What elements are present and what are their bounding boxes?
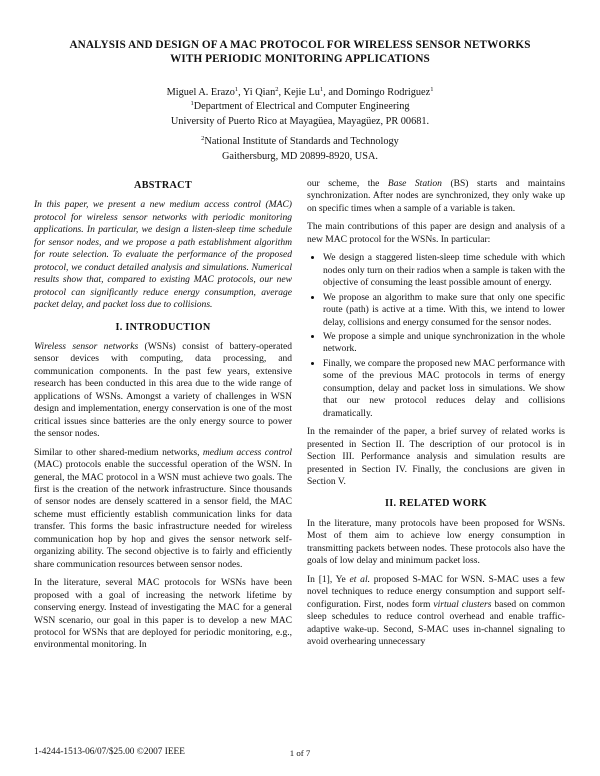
- author-name: , and Domingo Rodriguez: [323, 87, 431, 98]
- list-item: • We design a staggered listen-sleep time schedule with which nodes only turn on their radios when a sample is taken with the objective of consuming the least possible amount of energy.: [323, 252, 565, 289]
- affiliation-mark: 2: [201, 135, 205, 142]
- intro-term-mac: medium access control: [202, 446, 292, 458]
- author-affil-mark: 1: [319, 86, 324, 93]
- author-affil-mark: 2: [275, 86, 279, 93]
- affiliation-mark: 1: [190, 100, 194, 107]
- intro-paragraph-5: The main contributions of this paper are design and analysis of a new MAC protocol for the WSNs. In particular:: [307, 221, 565, 245]
- list-item: • Finally, we compare the proposed new MAC performance with some of the previous MAC protocols in terms of energy consumption, delay and packet loss in simulations. We show that our new protocol reduces delay and collisions dramatically.: [323, 358, 565, 420]
- affiliation-1: [40, 100, 560, 129]
- intro-paragraph-2-text: (MAC) protocols enable the successful operation of the WSN. In general, the MAC protocol in a WSN must achieve two goals. The first is the creation of the network infrastructure. Since thousands of sensor nodes are densely scattered in a sensor field, the MAC scheme must efficiently establish communication links for data transfer. This forms the basic infrastructure needed for wireless communication hop by hop and gives the sensor network self-organizing ability. The second objective is to fairly and efficiently share communication resources between sensor nodes.: [34, 459, 292, 570]
- contributions-list: [307, 252, 565, 420]
- abstract-heading: ABSTRACT: [134, 180, 192, 191]
- title-line-2: WITH PERIODIC MONITORING APPLICATIONS: [170, 53, 430, 65]
- related-term-et-al: et al.: [349, 573, 370, 585]
- author-name: , Yi Qian: [238, 87, 276, 98]
- author-affil-mark: 1: [234, 86, 239, 93]
- intro-paragraph-1: [34, 341, 292, 441]
- introduction-heading: I. INTRODUCTION: [115, 321, 211, 333]
- intro-paragraph-2: [34, 447, 292, 572]
- affiliation-2: [40, 135, 560, 164]
- related-paragraph-2-text: based on common sleep schedules to reduce control overhead and enable traffic-adaptive wake-up. Second, S-MAC uses in-channel signaling to avoid overhearing unnecessary: [307, 598, 565, 647]
- related-work-heading: II. RELATED WORK: [384, 498, 488, 510]
- related-paragraph-2-mid: proposed S-MAC for WSN. S-MAC uses a few novel techniques to reduce energy consumption and support self-configuration. First, nodes form: [307, 573, 566, 610]
- related-paragraph-2-lead: In [1], Ye: [307, 573, 350, 585]
- list-item: • We propose a simple and unique synchronization in the whole network.: [323, 331, 565, 356]
- author-name: , Kejie Lu: [278, 87, 320, 98]
- intro-paragraph-3: In the literature, several MAC protocols for WSNs have been proposed with a goal of increasing the network lifetime by conserving energy. Instead of investigating the MAC for a general WSN scenario, our goal in this paper is to develop a new MAC protocol for WSNs that are deployed for periodic monitoring, e.g., environmental monitoring. In: [34, 577, 292, 651]
- related-paragraph-2: [307, 574, 565, 649]
- intro-term-base-station: Base Station: [387, 178, 442, 189]
- intro-paragraph-6: In the remainder of the paper, a brief survey of related works is presented in Section II. The description of our protocol is in Section III. Performance analysis and simulation results are presented in Section IV. Finally, the conclusions are given in Section V.: [307, 426, 565, 487]
- intro-paragraph-4-text: (BS) starts and maintains synchronization. After nodes are synchronized, they only wake up on specific times when a sample of a variable is taken.: [307, 178, 565, 214]
- affiliation-university: University of Puerto Rico at Mayagüea, Mayagüez, PR 00681.: [170, 115, 430, 127]
- author-name: Miguel A. Erazo: [166, 87, 235, 98]
- author-affil-mark: 1: [430, 86, 434, 93]
- list-item: • We propose an algorithm to make sure that only one specific route (path) is active at a time. With this, we intend to lower delay, collisions and energy consumed for the sensor nodes.: [323, 292, 565, 329]
- paper-title: [40, 38, 560, 66]
- left-column: [34, 180, 292, 658]
- copyright-notice: 1-4244-1513-06/07/$25.00 ©2007 IEEE: [34, 747, 185, 757]
- intro-paragraph-1-text: (WSNs) consist of battery-operated sensor devices with computing, data processing, and communication components. In the past few years, extensive research has been conducted in this area due to the wide range of applications of WSNs. Amongst a variety of challenges in WSN design and implementation, energy conservation is one of the most critical issues since batteries are the only energy source to power the sensor nodes.: [34, 340, 292, 440]
- intro-term-wsn: Wireless sensor networks: [34, 340, 139, 352]
- affiliation-institute: National Institute of Standards and Technology: [204, 136, 399, 147]
- title-line-1: ANALYSIS AND DESIGN OF A MAC PROTOCOL FOR WIRELESS SENSOR NETWORKS: [69, 39, 531, 51]
- related-term-virtual-clusters: virtual clusters: [433, 598, 492, 610]
- page-number: 1 of 7: [289, 748, 311, 758]
- related-paragraph-1: In the literature, many protocols have been proposed for WSNs. Most of them aim to achieve low energy consumption in transmitting packets between nodes. These protocols also have the goals of low delay and minimum packet loss.: [307, 517, 565, 567]
- intro-paragraph-4-lead: our scheme, the: [307, 178, 388, 189]
- right-column: [307, 178, 565, 654]
- affiliation-address: Gaithersburg, MD 20899-8920, USA.: [222, 150, 378, 162]
- intro-paragraph-4: [307, 178, 565, 215]
- author-list: [40, 86, 560, 99]
- affiliation-dept: Department of Electrical and Computer Engineering: [193, 101, 410, 112]
- abstract-text: In this paper, we present a new medium access control (MAC) protocol for wireless sensor networks with periodic monitoring applications. In particular, we design a listen-sleep time schedule for sensor nodes, and we propose a path establishment algorithm for route selection. To evaluate the performance of the proposed protocol, we conduct detailed analysis and simulations. Numerical results show that, compared to existing MAC protocols, our new protocol can significantly reduce energy consumption, average packet delay, and packet loss due to collisions.: [34, 199, 292, 311]
- intro-paragraph-2-lead: Similar to other shared-medium networks,: [34, 446, 203, 458]
